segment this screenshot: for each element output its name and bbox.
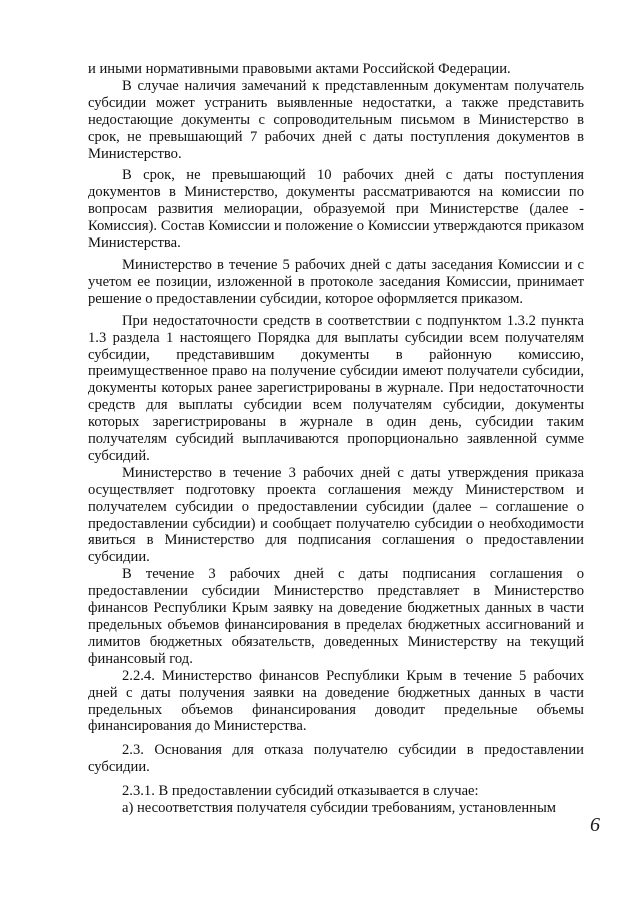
paragraph-intro: и иными нормативными правовыми актами Российской Федерации. [88,61,511,77]
paragraph-item-a: а) несоответствия получателя субсидии требованиям, установленным [122,800,556,817]
paragraph-2-2-4: 2.2.4. Министерство финансов Республики Крым в течение 5 рабочих дней с даты получения заявки на доведение бюджетных данных в части предельных объемов финансирования доводит предельные объемы финансирования до Министерства. [88,667,584,735]
paragraph-application: В течение 3 рабочих дней с даты подписания соглашения о предоставлении субсидии Министерство представляет в Министерство финансов Республики Крым заявку на доведение бюджетных данных в части предельных объемов финансирования в пределах бюджетных ассигнований и лимитов бюджетных обязательств, доведенных Министерству на текущий финансовый год. [88,566,584,667]
paragraph-insufficient-funds: При недостаточности средств в соответствии с подпунктом 1.3.2 пункта 1.3 раздела 1 настоящего Порядка для выплаты субсидии всем получателям субсидии, представившим документы в районную комиссию, преимущественное право на получение субсидии имеют получатели субсидии, документы которых ранее зарегистрированы в журнале. При недостаточности средств для выплаты субсидии всем получателям субсидии, документы которых зарегистрированы в журнале в один день, субсидии таким получателям субсидий выплачиваются пропорционально заявленной сумме субсидий. [88,312,584,464]
paragraph-decision: Министерство в течение 5 рабочих дней с даты заседания Комиссии и с учетом ее позиции, изложенной в протоколе заседания Комиссии, принимает решение о предоставлении субсидии, которое оформляется приказом. [88,256,584,307]
paragraph-2-3-1: 2.3.1. В предоставлении субсидий отказывается в случае: [122,783,479,800]
paragraph-2-3: 2.3. Основания для отказа получателю субсидии в предоставлении субсидии. [88,742,584,776]
paragraph-commission: В срок, не превышающий 10 рабочих дней с даты поступления документов в Министерство, документы рассматриваются на комиссии по вопросам развития мелиорации, образуемой при Министерстве (далее - Комиссия). Состав Комиссии и положение о Комиссии утверждаются приказом Министерства. [88,167,584,252]
paragraph-agreement: Министерство в течение 3 рабочих дней с даты утверждения приказа осуществляет подготовку проекта соглашения между Министерством и получателем субсидии о предоставлении субсидии (далее – соглашение о предоставлении субсидии) и сообщает получателю субсидии о необходимости явиться в Министерство для подписания соглашения о предоставлении субсидии. [88,464,584,566]
page-number: 6 [590,814,600,836]
document-body [88,61,584,817]
paragraph-remarks: В случае наличия замечаний к представленным документам получатель субсидии может устранить выявленные недостатки, а также представить недостающие документы с сопроводительным письмом в Министерство в срок, не превышающий 7 рабочих дней с даты поступления документов в Министерство. [88,77,584,162]
